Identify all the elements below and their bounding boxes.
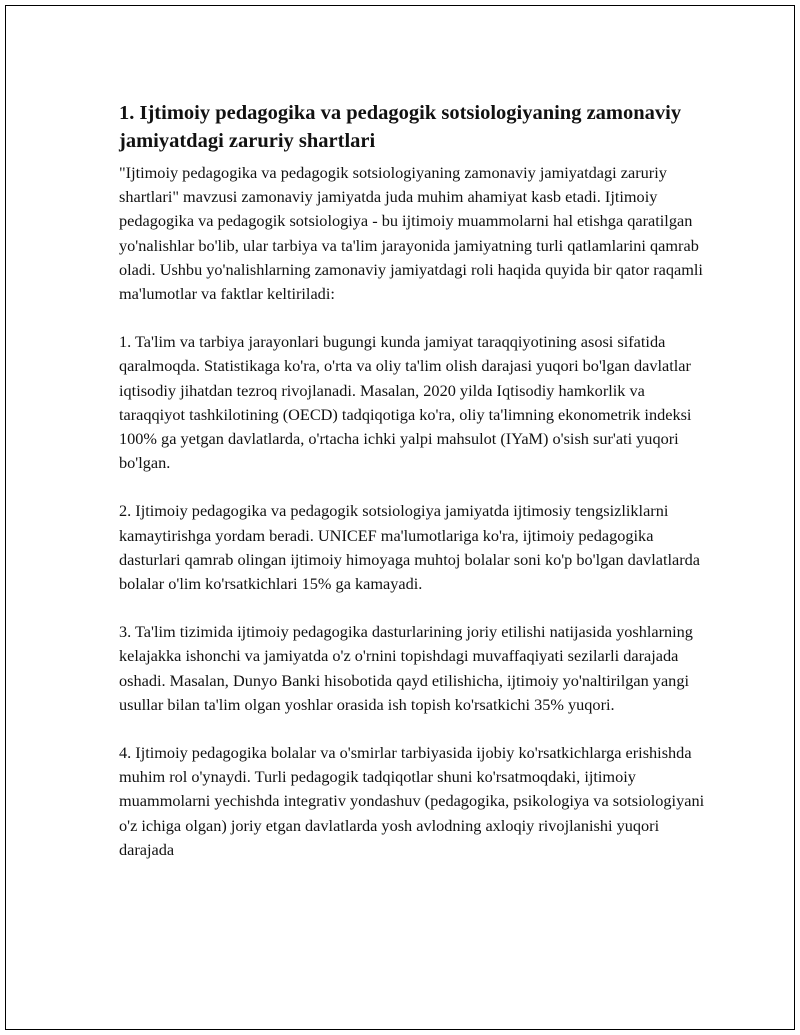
paragraph-point-4: 4. Ijtimoiy pedagogika bolalar va o'smirlar tarbiyasida ijobiy ko'rsatkichlarga erishishda muhim rol o'ynaydi. Turli pedagogik tadqiqotlar shuni ko'rsatmoqdaki, ijtimoiy muammolarni yechishda integrativ yondashuv (pedagogika, psikologiya va sotsiologiyani o'z ichiga olgan) joriy etgan davlatlarda yosh avlodning axloqiy rivojlanishi yuqori darajada xyxy=(119,743,705,859)
paragraph-point-2: 2. Ijtimoiy pedagogika va pedagogik sotsiologiya jamiyatda ijtimosiy tengsizliklarni kamaytirishga yordam beradi. UNICEF ma'lumotlariga ko'ra, ijtimoiy pedagogika dasturlari qamrab olingan ijtimoiy himoyaga muhtoj bolalar soni ko'p bo'lgan davlatlarda bolalar o'lim ko'rsatkichlari 15% ga kamayadi. xyxy=(119,501,701,594)
paragraph-point-1: 1. Ta'lim va tarbiya jarayonlari bugungi kunda jamiyat taraqqiyotining asosi sifatida qaralmoqda. Statistikaga ko'ra, o'rta va oliy ta'lim olish darajasi yuqori bo'lgan davlatlar iqtisodiy jihatdan tezroq rivojlanadi. Masalan, 2020 yilda Iqtisodiy hamkorlik va taraqqiyot tashkilotining (OECD) tadqiqotiga ko'ra, oliy ta'limning ekonometrik indeksi 100% ga yetgan davlatlarda, o'rtacha ichki yalpi mahsulot (IYaM) o'sish sur'ati yuqori bo'lgan. xyxy=(119,332,692,473)
intro-paragraph: "Ijtimoiy pedagogika va pedagogik sotsiologiyaning zamonaviy jamiyatdagi zaruriy shartlari" mavzusi zamonaviy jamiyatda juda muhim ahamiyat kasb etadi. Ijtimoiy pedagogika va pedagogik sotsiologiya - bu ijtimoiy muammolarni hal etishga qaratilgan yo'nalishlar bo'lib, ular tarbiya va ta'lim jarayonida jamiyatning turli qatlamlarini qamrab oladi. Ushbu yo'nalishlarning zamonaviy jamiyatdagi roli haqida quyida bir qator raqamli ma'lumotlar va faktlar keltiriladi: xyxy=(119,163,703,304)
paragraph-point-3: 3. Ta'lim tizimida ijtimoiy pedagogika dasturlarining joriy etilishi natijasida yoshlarning kelajakka ishonchi va jamiyatda o'z o'rnini topishdagi muvaffaqiyati sezilarli darajada oshadi. Masalan, Dunyo Banki hisobotida qayd etilishicha, ijtimoiy yo'naltirilgan yangi usullar bilan ta'lim olgan yoshlar orasida ish topish ko'rsatkichi 35% yuqori. xyxy=(119,622,693,714)
document-page xyxy=(5,5,795,1030)
document-body xyxy=(119,99,709,886)
document-title: 1. Ijtimoiy pedagogika va pedagogik sotsiologiyaning zamonaviy jamiyatdagi zaruriy shartlari xyxy=(119,102,682,152)
